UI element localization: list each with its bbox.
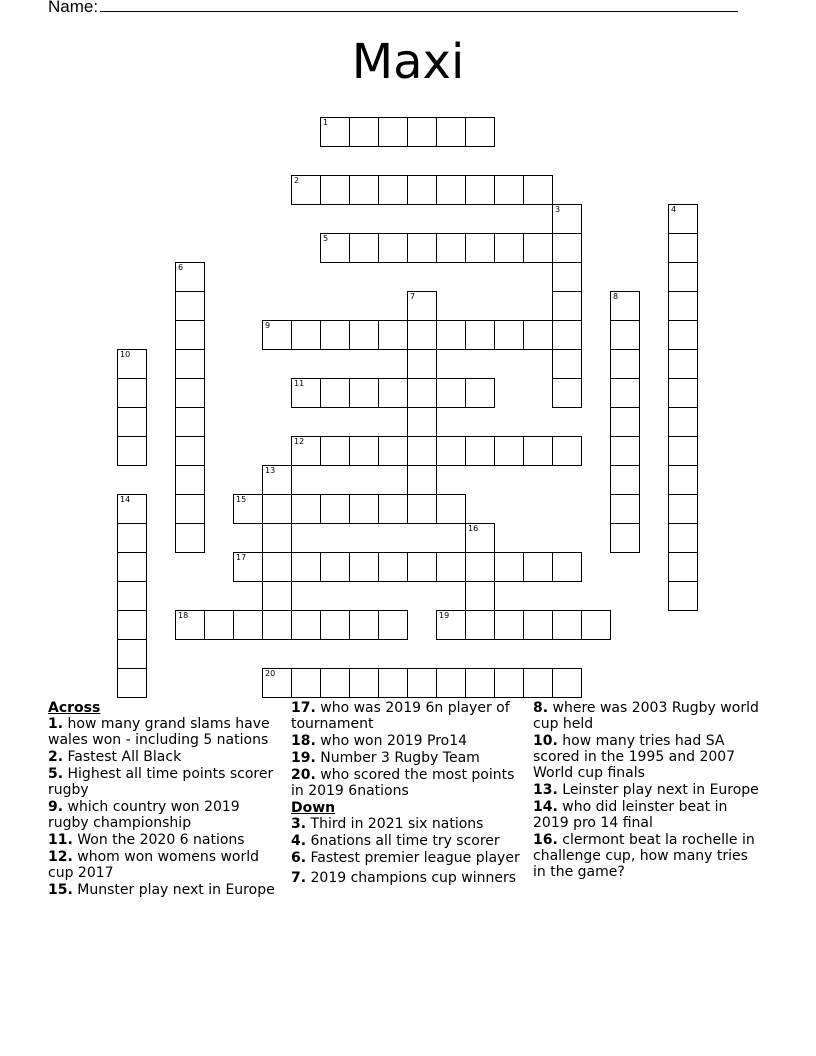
across-clue <box>291 750 521 766</box>
grid-cell[interactable] <box>175 523 205 553</box>
grid-cell[interactable] <box>436 668 466 698</box>
grid-cell[interactable] <box>494 668 524 698</box>
grid-cell[interactable] <box>407 320 437 350</box>
grid-cell[interactable] <box>117 668 147 698</box>
grid-cell[interactable] <box>349 175 379 205</box>
grid-cell[interactable] <box>581 610 611 640</box>
grid-cell[interactable] <box>349 436 379 466</box>
grid-cell[interactable] <box>552 291 582 321</box>
grid-cell[interactable] <box>552 668 582 698</box>
grid-cell[interactable] <box>668 494 698 524</box>
grid-cell[interactable] <box>378 494 408 524</box>
grid-cell[interactable] <box>262 581 292 611</box>
clue-number: 17 <box>236 553 247 562</box>
clue-number-label: 20. <box>291 767 316 783</box>
grid-cell[interactable] <box>494 233 524 263</box>
clue-number: 20 <box>265 669 276 678</box>
grid-cell[interactable] <box>407 233 437 263</box>
grid-cell[interactable] <box>407 349 437 379</box>
clue-number: 14 <box>120 495 131 504</box>
across-clue <box>48 716 276 748</box>
clue-text: Leinster play next in Europe <box>562 782 759 798</box>
grid-cell[interactable] <box>465 523 495 553</box>
down-clue <box>533 782 763 798</box>
grid-cell[interactable] <box>349 320 379 350</box>
clue-number-label: 5. <box>48 766 64 782</box>
down-clue <box>291 833 521 849</box>
clue-text: Third in 2021 six nations <box>310 816 484 832</box>
across-clue <box>291 733 521 749</box>
clue-number-label: 17. <box>291 700 316 716</box>
clue-text: Number 3 Rugby Team <box>320 750 480 766</box>
grid-cell[interactable] <box>552 610 582 640</box>
clue-number: 7 <box>410 292 416 301</box>
grid-cell[interactable] <box>552 204 582 234</box>
grid-cell[interactable] <box>291 552 321 582</box>
clue-text: clermont beat la rochelle in challenge cup, how many tries in the game? <box>533 832 755 880</box>
clue-text: Highest all time points scorer rugby <box>48 766 274 798</box>
clue-number: 6 <box>178 263 184 272</box>
grid-cell[interactable] <box>465 175 495 205</box>
grid-cell[interactable] <box>610 320 640 350</box>
grid-cell[interactable] <box>349 378 379 408</box>
grid-cell[interactable] <box>378 378 408 408</box>
grid-cell[interactable] <box>291 320 321 350</box>
grid-cell[interactable] <box>378 175 408 205</box>
clue-number-label: 14. <box>533 799 558 815</box>
clue-text: who won 2019 Pro14 <box>320 733 468 749</box>
grid-cell[interactable] <box>175 320 205 350</box>
clue-number: 3 <box>555 205 561 214</box>
clue-text: who scored the most points in 2019 6nations <box>291 767 515 799</box>
down-clue <box>533 733 763 781</box>
grid-cell[interactable] <box>668 436 698 466</box>
grid-cell[interactable] <box>436 233 466 263</box>
grid-cell[interactable] <box>175 407 205 437</box>
grid-cell[interactable] <box>552 262 582 292</box>
clue-number-label: 15. <box>48 882 73 898</box>
grid-cell[interactable] <box>610 349 640 379</box>
grid-cell[interactable] <box>262 523 292 553</box>
grid-cell[interactable] <box>320 378 350 408</box>
grid-cell[interactable] <box>378 436 408 466</box>
grid-cell[interactable] <box>610 465 640 495</box>
clue-text: how many tries had SA scored in the 1995 and 2007 World cup finals <box>533 733 736 781</box>
down-heading: Down <box>291 800 336 816</box>
clue-text: how many grand slams have wales won - including 5 nations <box>48 716 270 748</box>
clue-number-label: 8. <box>533 700 549 716</box>
grid-cell[interactable] <box>552 320 582 350</box>
clue-text: Won the 2020 6 nations <box>77 832 245 848</box>
clue-number-label: 4. <box>291 833 307 849</box>
grid-cell[interactable] <box>407 378 437 408</box>
grid-cell[interactable] <box>523 552 553 582</box>
grid-cell[interactable] <box>320 552 350 582</box>
across-clue <box>48 882 276 898</box>
across-clue <box>48 766 276 798</box>
across-clue <box>48 799 276 831</box>
grid-cell[interactable] <box>552 378 582 408</box>
clue-number: 12 <box>294 437 305 446</box>
grid-cell[interactable] <box>610 436 640 466</box>
grid-cell[interactable] <box>378 552 408 582</box>
grid-cell[interactable] <box>117 581 147 611</box>
grid-cell[interactable] <box>465 436 495 466</box>
grid-cell[interactable] <box>668 320 698 350</box>
grid-cell[interactable] <box>407 117 437 147</box>
grid-cell[interactable] <box>349 552 379 582</box>
grid-cell[interactable] <box>610 378 640 408</box>
grid-cell[interactable] <box>320 117 350 147</box>
grid-cell[interactable] <box>668 262 698 292</box>
grid-cell[interactable] <box>349 668 379 698</box>
grid-cell[interactable] <box>175 291 205 321</box>
grid-cell[interactable] <box>291 378 321 408</box>
grid-cell[interactable] <box>523 436 553 466</box>
grid-cell[interactable] <box>117 639 147 669</box>
grid-cell[interactable] <box>262 668 292 698</box>
clue-number: 18 <box>178 611 189 620</box>
grid-cell[interactable] <box>291 175 321 205</box>
grid-cell[interactable] <box>175 349 205 379</box>
clue-number: 2 <box>294 176 300 185</box>
grid-cell[interactable] <box>436 552 466 582</box>
grid-cell[interactable] <box>668 291 698 321</box>
grid-cell[interactable] <box>320 436 350 466</box>
clue-text: 6nations all time try scorer <box>310 833 500 849</box>
grid-cell[interactable] <box>262 552 292 582</box>
grid-cell[interactable] <box>523 233 553 263</box>
clues-column-1 <box>48 700 276 899</box>
clue-number-label: 18. <box>291 733 316 749</box>
grid-cell[interactable] <box>436 610 466 640</box>
grid-cell[interactable] <box>175 465 205 495</box>
clue-text: who was 2019 6n player of tournament <box>291 700 510 732</box>
grid-cell[interactable] <box>523 610 553 640</box>
grid-cell[interactable] <box>552 233 582 263</box>
grid-cell[interactable] <box>407 407 437 437</box>
clue-number-label: 3. <box>291 816 307 832</box>
grid-cell[interactable] <box>262 320 292 350</box>
grid-cell[interactable] <box>175 378 205 408</box>
grid-cell[interactable] <box>610 291 640 321</box>
grid-cell[interactable] <box>117 349 147 379</box>
clue-text: Munster play next in Europe <box>77 882 275 898</box>
clue-number: 8 <box>613 292 619 301</box>
grid-cell[interactable] <box>465 378 495 408</box>
grid-cell[interactable] <box>233 610 263 640</box>
down-clue <box>533 799 763 831</box>
grid-cell[interactable] <box>291 436 321 466</box>
grid-cell[interactable] <box>668 378 698 408</box>
down-clue <box>291 816 521 832</box>
grid-cell[interactable] <box>610 407 640 437</box>
grid-cell[interactable] <box>465 668 495 698</box>
grid-cell[interactable] <box>407 175 437 205</box>
name-label: Name: <box>48 0 99 16</box>
grid-cell[interactable] <box>436 494 466 524</box>
clue-number-label: 9. <box>48 799 64 815</box>
grid-cell[interactable] <box>233 494 263 524</box>
grid-cell[interactable] <box>610 494 640 524</box>
clue-number-label: 16. <box>533 832 558 848</box>
clue-text: where was 2003 Rugby world cup held <box>533 700 759 732</box>
grid-cell[interactable] <box>523 320 553 350</box>
grid-cell[interactable] <box>320 668 350 698</box>
grid-cell[interactable] <box>407 291 437 321</box>
clue-text: which country won 2019 rugby championship <box>48 799 240 831</box>
clue-number: 10 <box>120 350 131 359</box>
grid-cell[interactable] <box>117 436 147 466</box>
grid-cell[interactable] <box>436 436 466 466</box>
grid-cell[interactable] <box>494 552 524 582</box>
grid-cell[interactable] <box>407 465 437 495</box>
clue-number: 11 <box>294 379 305 388</box>
grid-cell[interactable] <box>320 494 350 524</box>
grid-cell[interactable] <box>668 233 698 263</box>
grid-cell[interactable] <box>436 117 466 147</box>
grid-cell[interactable] <box>465 320 495 350</box>
grid-cell[interactable] <box>378 233 408 263</box>
grid-cell[interactable] <box>436 320 466 350</box>
grid-cell[interactable] <box>320 610 350 640</box>
across-clue <box>48 749 276 765</box>
grid-cell[interactable] <box>610 523 640 553</box>
clue-text: Fastest All Black <box>67 749 182 765</box>
grid-cell[interactable] <box>407 552 437 582</box>
clues-column-2 <box>291 700 521 887</box>
down-clue <box>533 700 763 732</box>
down-clue <box>291 850 521 866</box>
clue-number-label: 19. <box>291 750 316 766</box>
grid-cell[interactable] <box>378 117 408 147</box>
clue-text: 2019 champions cup winners <box>310 870 516 886</box>
clue-number: 5 <box>323 234 329 243</box>
grid-cell[interactable] <box>117 407 147 437</box>
grid-cell[interactable] <box>291 668 321 698</box>
grid-cell[interactable] <box>117 552 147 582</box>
across-heading: Across <box>48 700 101 716</box>
clues-column-3 <box>533 700 763 881</box>
grid-cell[interactable] <box>320 175 350 205</box>
grid-cell[interactable] <box>175 436 205 466</box>
grid-cell[interactable] <box>668 523 698 553</box>
grid-cell[interactable] <box>465 610 495 640</box>
grid-cell[interactable] <box>262 465 292 495</box>
grid-cell[interactable] <box>523 668 553 698</box>
clue-number-label: 1. <box>48 716 64 732</box>
grid-cell[interactable] <box>465 581 495 611</box>
clue-number: 9 <box>265 321 271 330</box>
clue-number-label: 11. <box>48 832 73 848</box>
grid-cell[interactable] <box>349 233 379 263</box>
grid-cell[interactable] <box>668 204 698 234</box>
grid-cell[interactable] <box>523 175 553 205</box>
across-clue <box>291 767 521 799</box>
grid-cell[interactable] <box>552 552 582 582</box>
grid-cell[interactable] <box>378 320 408 350</box>
grid-cell[interactable] <box>494 610 524 640</box>
grid-cell[interactable] <box>407 668 437 698</box>
clue-number: 13 <box>265 466 276 475</box>
grid-cell[interactable] <box>407 436 437 466</box>
grid-cell[interactable] <box>668 407 698 437</box>
grid-cell[interactable] <box>668 552 698 582</box>
across-clue <box>291 700 521 732</box>
grid-cell[interactable] <box>262 494 292 524</box>
clue-number-label: 10. <box>533 733 558 749</box>
clue-number: 19 <box>439 611 450 620</box>
grid-cell[interactable] <box>204 610 234 640</box>
grid-cell[interactable] <box>349 117 379 147</box>
grid-cell[interactable] <box>552 349 582 379</box>
grid-cell[interactable] <box>494 436 524 466</box>
grid-cell[interactable] <box>175 610 205 640</box>
grid-cell[interactable] <box>291 494 321 524</box>
grid-cell[interactable] <box>552 436 582 466</box>
grid-cell[interactable] <box>349 494 379 524</box>
clue-number-label: 2. <box>48 749 64 765</box>
page-title: Maxi <box>351 34 465 90</box>
grid-cell[interactable] <box>233 552 263 582</box>
grid-cell[interactable] <box>320 233 350 263</box>
grid-cell[interactable] <box>668 349 698 379</box>
clue-number-label: 6. <box>291 850 307 866</box>
clue-number: 1 <box>323 118 329 127</box>
clue-number: 16 <box>468 524 479 533</box>
down-clue <box>533 832 763 880</box>
grid-cell[interactable] <box>465 552 495 582</box>
clue-number-label: 7. <box>291 870 307 886</box>
grid-cell[interactable] <box>117 378 147 408</box>
grid-cell[interactable] <box>465 233 495 263</box>
grid-cell[interactable] <box>117 610 147 640</box>
grid-cell[interactable] <box>436 175 466 205</box>
grid-cell[interactable] <box>117 494 147 524</box>
grid-cell[interactable] <box>117 523 147 553</box>
clue-number-label: 12. <box>48 849 73 865</box>
grid-cell[interactable] <box>320 320 350 350</box>
clue-number: 15 <box>236 495 247 504</box>
grid-cell[interactable] <box>378 610 408 640</box>
grid-cell[interactable] <box>668 465 698 495</box>
grid-cell[interactable] <box>436 378 466 408</box>
grid-cell[interactable] <box>262 610 292 640</box>
grid-cell[interactable] <box>349 610 379 640</box>
grid-cell[interactable] <box>668 581 698 611</box>
grid-cell[interactable] <box>465 117 495 147</box>
grid-cell[interactable] <box>494 175 524 205</box>
clue-text: whom won womens world cup 2017 <box>48 849 260 881</box>
clue-number: 4 <box>671 205 677 214</box>
clue-text: who did leinster beat in 2019 pro 14 final <box>533 799 728 831</box>
clue-number-label: 13. <box>533 782 558 798</box>
grid-cell[interactable] <box>291 610 321 640</box>
grid-cell[interactable] <box>175 262 205 292</box>
grid-cell[interactable] <box>407 494 437 524</box>
grid-cell[interactable] <box>494 320 524 350</box>
grid-cell[interactable] <box>378 668 408 698</box>
down-clue <box>291 870 521 886</box>
across-clue <box>48 832 276 848</box>
across-clue <box>48 849 276 881</box>
clue-text: Fastest premier league player <box>310 850 520 866</box>
grid-cell[interactable] <box>175 494 205 524</box>
